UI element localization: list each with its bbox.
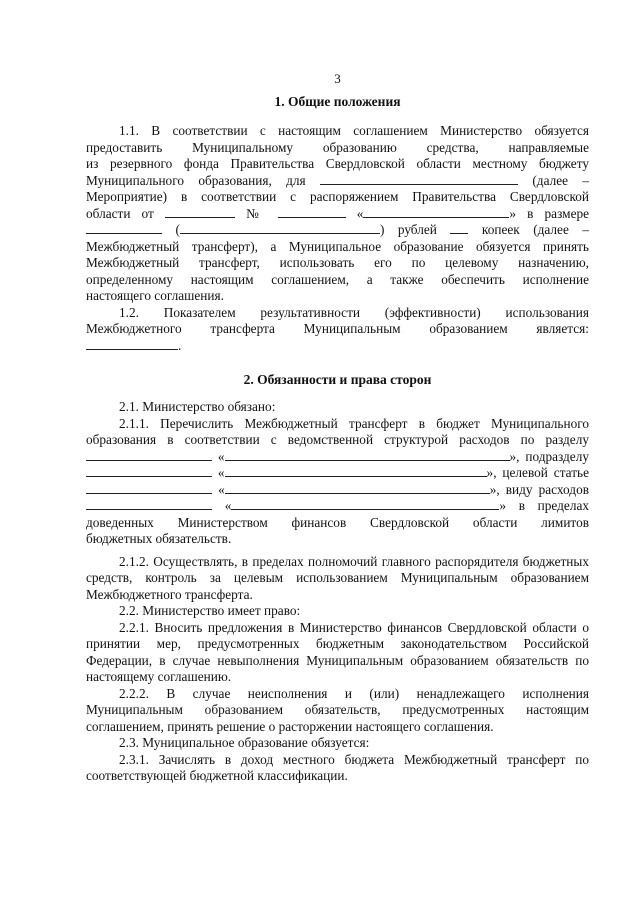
- paragraph-1-2: 1.2. Показателем результативности (эффективности) использования Межбюджетного трансферта Муниципальным образованием является: .: [86, 304, 589, 353]
- blank-amount-words[interactable]: [180, 222, 380, 234]
- page-number: 3: [334, 71, 341, 86]
- blank-subsection-code[interactable]: [86, 465, 212, 477]
- blank-order-title[interactable]: [363, 206, 509, 218]
- paragraph-2-2: 2.2. Министерство имеет право:: [119, 603, 301, 618]
- blank-indicator[interactable]: [86, 338, 178, 350]
- section-2-heading: 2. Обязанности и права сторон: [243, 372, 432, 387]
- blank-target-name[interactable]: [225, 482, 490, 494]
- paragraph-1-1: 1.1. В соответствии с настоящим соглашением Министерство обязуется предоставить Муниципальному образованию средства, направляемые из резервного фонда Правительства Свердловской области местному бюджету Муниципального образования, для (далее – Мероприятие) в соответствии с распоряжением Правительства Свердловской области от № « » в размере ( ) рублей копеек (далее – Межбюджетный трансферт), а Муниципальное образование обязуется принять Межбюджетный трансферт, использовать его по целевому назначению, определенному настоящим соглашением, а также обеспечить исполнение настоящего соглашения.: [86, 123, 590, 303]
- blank-date[interactable]: [165, 206, 235, 218]
- paragraph-2-1-2: 2.1.2. Осуществлять, в пределах полномочий главного распорядителя бюджетных средств, контроль за целевым использованием Муниципальным образованием Межбюджетного трансферта.: [86, 553, 589, 602]
- blank-number[interactable]: [278, 206, 346, 218]
- blank-section-code[interactable]: [86, 449, 212, 461]
- blank-subsection-name[interactable]: [225, 465, 487, 477]
- document-page: [86, 72, 589, 785]
- paragraph-2-1: 2.1. Министерство обязано:: [119, 399, 276, 414]
- blank-section-name[interactable]: [225, 449, 510, 461]
- section-1-heading: 1. Общие положения: [274, 94, 401, 109]
- blank-purpose[interactable]: [320, 173, 518, 185]
- blank-kopecks[interactable]: [450, 222, 468, 234]
- paragraph-2-2-1: 2.2.1. Вносить предложения в Министерство финансов Свердловской области о принятии мер, предусмотренных бюджетным законодательством Российской Федерации, в случае невыполнения Муниципальным образованием обязательств по настоящему соглашению.: [86, 619, 589, 684]
- paragraph-2-3: 2.3. Муниципальное образование обязуется:: [119, 735, 370, 750]
- blank-target-code[interactable]: [86, 482, 212, 494]
- blank-expense-code[interactable]: [86, 498, 212, 510]
- blank-amount-digits[interactable]: [86, 222, 162, 234]
- paragraph-2-1-1: 2.1.1. Перечислить Межбюджетный трансферт в бюджет Муниципального образования в соответствии с ведомственной структурой расходов по разделу « », подразделу « », целевой статье « », виду расходов « » в пределах доведенных Министерством финансов Свердловской области лимитов бюджетных обязательств.: [86, 415, 590, 546]
- paragraph-2-3-1: 2.3.1. Зачислять в доход местного бюджета Межбюджетный трансферт по соответствующей бюджетной классификации.: [86, 751, 589, 783]
- paragraph-2-2-2: 2.2.2. В случае неисполнения и (или) ненадлежащего исполнения Муниципальным образованием обязательств, предусмотренных настоящим соглашением, принять решение о расторжении настоящего соглашения.: [86, 685, 589, 734]
- blank-expense-name[interactable]: [231, 498, 499, 510]
